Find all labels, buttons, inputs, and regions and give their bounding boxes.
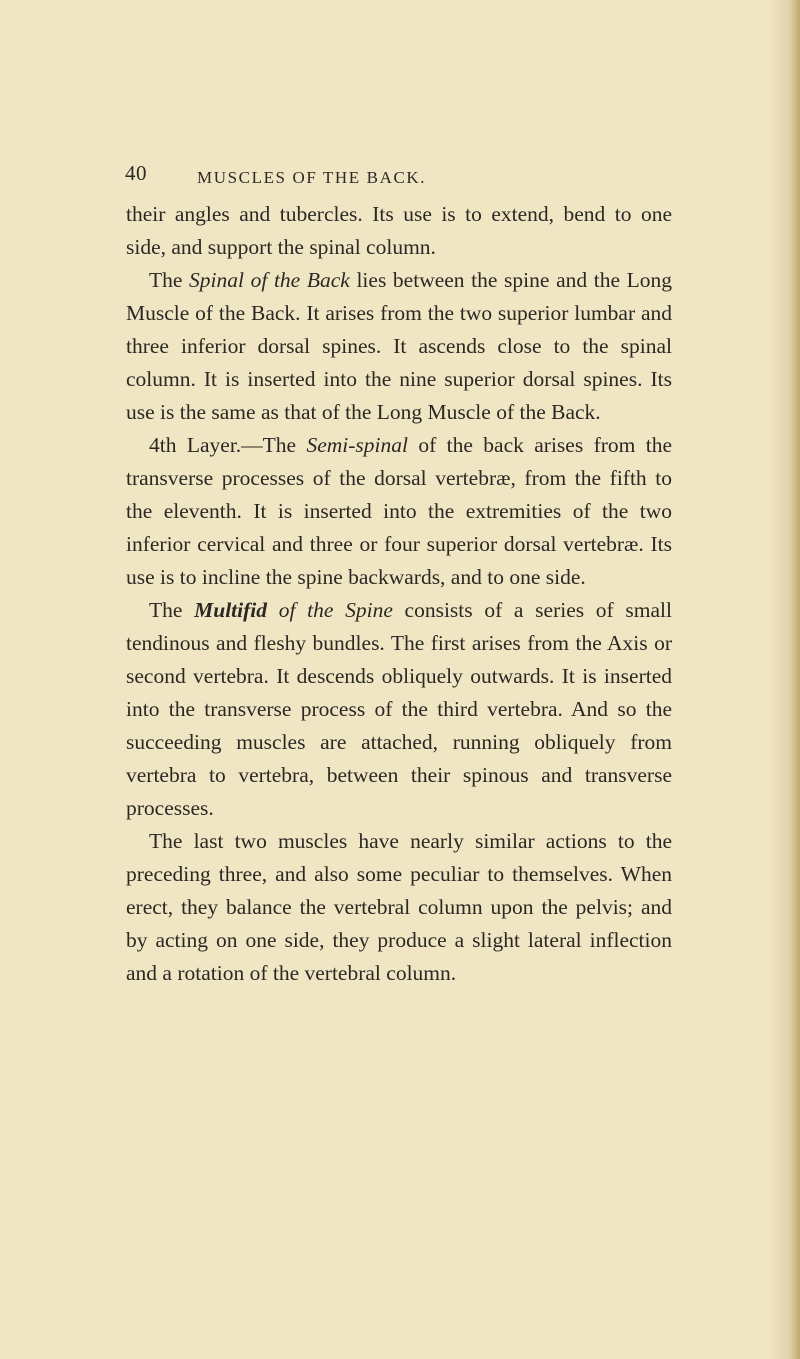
paragraph-4-text-b <box>267 598 279 622</box>
paragraph-4-text-a: The <box>149 598 195 622</box>
paragraph-5 <box>126 825 672 990</box>
paragraph-2-text-b: lies between the spine and the Long Muscle of the Back. It arises from the two superior lumbar and three inferior dorsal spines. It ascends close to the spinal column. It is inserted into the nine superior dorsal spines. Its use is the same as that of the Long Muscle of the Back. <box>126 268 672 424</box>
muscle-name-of-the-spine: of the Spine <box>278 598 393 622</box>
muscle-name-semi-spinal: Semi-spinal <box>306 433 408 457</box>
paragraph-4-text-c: consists of a series of small tendinous and fleshy bundles. The first arises from the Axis or second vertebra. It descends obliquely outwards. It is inserted into the transverse process of the third vertebra. And so the succeeding muscles are attached, running obliquely from vertebra to vertebra, between their spinous and transverse processes. <box>126 598 672 820</box>
running-head: MUSCLES OF THE BACK. <box>197 168 427 187</box>
page-header <box>0 161 800 198</box>
page-number: 40 <box>125 161 147 185</box>
paragraph-1 <box>126 198 672 264</box>
paragraph-3-text-a: 4th Layer.—The <box>149 433 307 457</box>
paragraph-2 <box>126 264 672 429</box>
paragraph-3 <box>126 429 672 594</box>
muscle-name-multifid: Multifid <box>194 598 268 622</box>
muscle-name-spinal: Spinal of the Back <box>189 268 350 292</box>
paragraph-3-text-b: of the back arises from the transverse processes of the dorsal vertebræ, from the fifth to the eleventh. It is inserted into the extremities of the two inferior cervical and three or four superior dorsal vertebræ. Its use is to incline the spine backwards, and to one side. <box>126 433 672 589</box>
page-edge-shadow <box>790 0 800 1359</box>
paragraph-4 <box>126 594 672 825</box>
paragraph-5-text: The last two muscles have nearly similar actions to the preceding three, and also some peculiar to themselves. When erect, they balance the vertebral column upon the pelvis; and by acting on one side, they produce a slight lateral inflection and a rotation of the vertebral column. <box>126 829 672 985</box>
paragraph-1-text: their angles and tubercles. Its use is to extend, bend to one side, and support the spinal column. <box>126 202 672 259</box>
body-text <box>126 198 672 990</box>
paragraph-2-text-a: The <box>149 268 190 292</box>
